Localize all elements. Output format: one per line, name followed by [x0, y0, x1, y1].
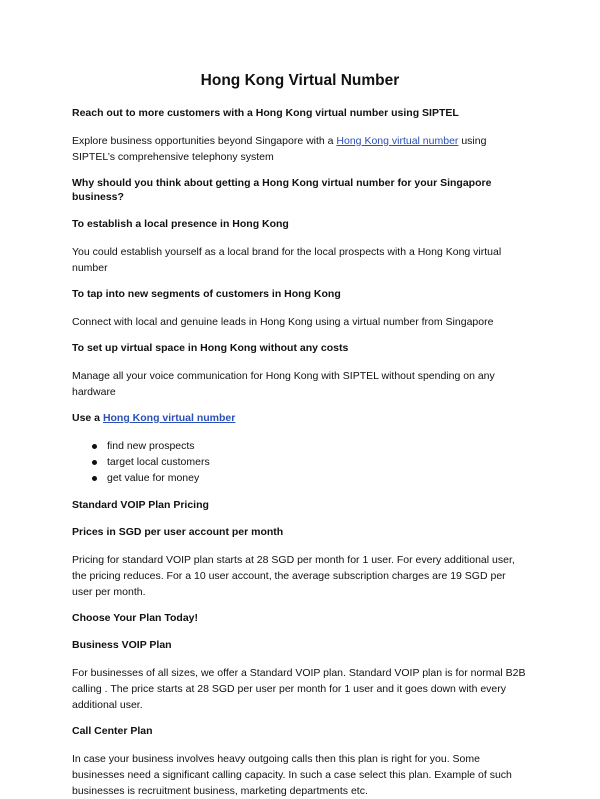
paragraph-business-voip: For businesses of all sizes, we offer a Standard VOIP plan. Standard VOIP plan is for normal B2B calling . The price starts at 28 SGD per user per month for 1 user and it goes down with every additional user. [72, 667, 526, 711]
benefits-list [72, 438, 528, 486]
section-heading-local-presence: To establish a local presence in Hong Kong [72, 218, 289, 230]
page-title: Hong Kong Virtual Number [200, 72, 400, 89]
list-item-text: get value for money [107, 472, 200, 484]
paragraph-explore-text-after: using SIPTEL’s comprehensive telephony system [72, 135, 487, 163]
paragraph-virtual-space: Manage all your voice communication for Hong Kong with SIPTEL without spending on any hardware [72, 370, 495, 398]
list-item [92, 438, 528, 454]
section-heading-prices-sgd: Prices in SGD per user account per month [72, 526, 284, 538]
section-heading-choose-plan: Choose Your Plan Today! [72, 612, 199, 624]
list-item-text: find new prospects [107, 440, 195, 452]
paragraph-explore-text-before: Explore business opportunities beyond Singapore with a [72, 135, 337, 147]
hong-kong-virtual-number-link[interactable]: Hong Kong virtual number [336, 135, 459, 147]
section-heading-new-segments: To tap into new segments of customers in Hong Kong [72, 288, 341, 300]
section-heading-pricing: Standard VOIP Plan Pricing [72, 499, 209, 511]
list-item-text: target local customers [107, 456, 210, 468]
use-heading-prefix: Use a [72, 412, 103, 424]
bullet-icon [92, 460, 97, 465]
list-item [92, 454, 528, 470]
paragraph-pricing: Pricing for standard VOIP plan starts at 28 SGD per month for 1 user. For every additional user, the pricing reduces. For a 10 user account, the average subscription charges are 19 SGD per user per month. [72, 554, 515, 598]
section-heading-reach: Reach out to more customers with a Hong Kong virtual number using SIPTEL [72, 107, 459, 119]
section-heading-virtual-space: To set up virtual space in Hong Kong without any costs [72, 342, 349, 354]
paragraph-call-center: In case your business involves heavy outgoing calls then this plan is right for you. Some businesses need a significant calling capacity. In such a case select this plan. Example of such businesses is recruitment business, marketing departments etc. [72, 753, 512, 797]
paragraph-local-presence: You could establish yourself as a local brand for the local prospects with a Hong Kong virtual number [72, 246, 502, 274]
bullet-icon [92, 476, 97, 481]
use-heading [72, 411, 528, 425]
section-heading-why: Why should you think about getting a Hong Kong virtual number for your Singapore business? [72, 177, 492, 203]
section-heading-business-voip: Business VOIP Plan [72, 639, 172, 651]
list-item [92, 470, 528, 486]
paragraph-new-segments: Connect with local and genuine leads in Hong Kong using a virtual number from Singapore [72, 316, 494, 328]
bullet-icon [92, 444, 97, 449]
paragraph-explore [72, 133, 528, 165]
use-hong-kong-virtual-number-link[interactable]: Hong Kong virtual number [102, 412, 236, 424]
section-heading-call-center: Call Center Plan [72, 725, 153, 737]
